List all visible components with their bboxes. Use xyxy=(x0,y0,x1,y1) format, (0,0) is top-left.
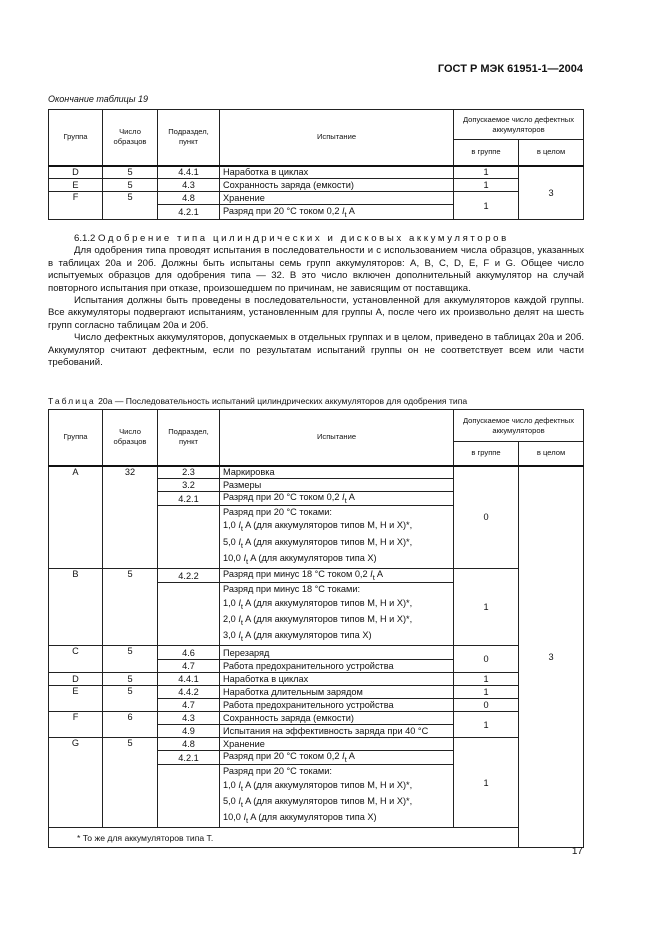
table-cell: 4.3 xyxy=(158,179,220,192)
table-cell: 4.4.2 xyxy=(158,686,220,699)
document-header: ГОСТ Р МЭК 61951-1—2004 xyxy=(437,63,583,75)
table-cell: 4.3 xyxy=(158,712,220,725)
table-cell: E xyxy=(49,179,103,192)
table-cell: 0 xyxy=(454,699,519,712)
table-cell: D xyxy=(49,166,103,179)
table-19-caption: Окончание таблицы 19 xyxy=(48,94,148,104)
col-header-subsection: Подраздел, пункт xyxy=(158,110,220,166)
table-cell-total: 3 xyxy=(519,466,584,848)
paragraph: Для одобрения типа проводят испытания в последовательности и с использованием числа образцов, указанных в таблицах 20а и 20б. Должны быть испытаны семь групп аккумуляторов: А, В, С, D, Е, F и G. Общее число испытуемых образцов для одобрения типа — 32. В это число включен дополнительный аккумулятор на случай повторного испытания при отказе, произошедшем по причинам, не зависящим от поставщика. xyxy=(48,245,584,294)
table-cell: 4.4.1 xyxy=(158,166,220,179)
table-cell-total: 3 xyxy=(519,166,584,220)
table-cell xyxy=(158,506,220,569)
col-header-allowed: Допускаемое число дефектных аккумуляторов xyxy=(454,410,584,442)
table-cell: 4.6 xyxy=(158,646,220,660)
table-cell: 2.3 xyxy=(158,466,220,479)
table-cell: 1 xyxy=(454,712,519,738)
table-cell: Разряд при минус 18 °C током 0,2 $I_t$ A xyxy=(220,569,454,583)
table-cell: 4.7 xyxy=(158,660,220,673)
table-cell: Сохранность заряда (емкости) xyxy=(220,179,454,192)
table-cell: 4.7 xyxy=(158,699,220,712)
table-cell: 0 xyxy=(454,466,519,569)
col-header-test: Испытание xyxy=(220,410,454,466)
table-cell: Работа предохранительного устройства xyxy=(220,660,454,673)
table-cell: 4.2.2 xyxy=(158,569,220,583)
table-cell: Размеры xyxy=(220,479,454,492)
table-cell xyxy=(158,583,220,646)
col-header-samples: Число образцов xyxy=(103,410,158,466)
table-cell: Разряд при 20 °C током 0,2 $I_t$ A xyxy=(220,492,454,506)
table-cell: Разряд при 20 °C током 0,2 $I_t$ A xyxy=(220,751,454,765)
table-cell: 1 xyxy=(454,673,519,686)
table-cell: 5 xyxy=(103,166,158,179)
table-cell: 4.2.1 xyxy=(158,205,220,220)
table-cell: D xyxy=(49,673,103,686)
table-cell: Наработка в циклах xyxy=(220,166,454,179)
table-cell: Испытания на эффективность заряда при 40 °C xyxy=(220,725,454,738)
table-cell: 4.2.1 xyxy=(158,492,220,506)
col-header-allowed: Допускаемое число дефектных аккумуляторов xyxy=(454,110,584,140)
table-cell: 3.2 xyxy=(158,479,220,492)
table-cell: A xyxy=(49,466,103,569)
col-header-group: Группа xyxy=(49,410,103,466)
col-header-total: в целом xyxy=(519,140,584,166)
col-header-total: в целом xyxy=(519,442,584,466)
table-cell: Наработка в циклах xyxy=(220,673,454,686)
table-cell xyxy=(220,205,454,220)
table-cell: Разряд при 20 °C токами: 1,0 $I_t$ A (для аккумуляторов типов М, Н и Х)*, 5,0 $I_t$ A (для аккумуляторов типов М, Н и Х)*, 10,0 $I_t$ A (для аккумуляторов типа Х) xyxy=(220,765,454,828)
col-header-subsection: Подраздел, пункт xyxy=(158,410,220,466)
table-cell xyxy=(158,765,220,828)
table-cell: 4.2.1 xyxy=(158,751,220,765)
table-cell: 4.9 xyxy=(158,725,220,738)
table-cell: 6 xyxy=(103,712,158,738)
table-cell: 4.8 xyxy=(158,192,220,205)
table-footnote: * То же для аккумуляторов типа Т. xyxy=(49,828,584,848)
table-cell: B xyxy=(49,569,103,646)
test-name: Разряд при 20 °C током 0,2 $I_t$ A xyxy=(223,205,355,219)
table-cell: 5 xyxy=(103,686,158,712)
table-cell: C xyxy=(49,646,103,673)
table-cell: 5 xyxy=(103,192,158,220)
table-cell: F xyxy=(49,712,103,738)
table-cell: G xyxy=(49,738,103,828)
table-cell: 4.4.1 xyxy=(158,673,220,686)
table-cell: 5 xyxy=(103,646,158,673)
table-cell: Маркировка xyxy=(220,466,454,479)
table-cell: 1 xyxy=(454,569,519,646)
table-cell: 32 xyxy=(103,466,158,569)
table-cell: 1 xyxy=(454,192,519,220)
table-cell: 4.8 xyxy=(158,738,220,751)
col-header-in-group: в группе xyxy=(454,140,519,166)
table-20a-caption: Таблица 20а — Последовательность испытаний цилиндрических аккумуляторов для одобрения типа xyxy=(48,396,468,406)
table-cell: Перезаряд xyxy=(220,646,454,660)
paragraph: Испытания должны быть проведены в последовательности, установленной для аккумуляторов каждой группы. Все аккумуляторы подвергают испытаниям, установленным для группы А, после чего их произвольно делят на шесть групп согласно таблицам 20а и 20б. xyxy=(48,295,584,331)
table-cell: 1 xyxy=(454,179,519,192)
table-cell: Хранение xyxy=(220,738,454,751)
col-header-in-group: в группе xyxy=(454,442,519,466)
table-cell: 5 xyxy=(103,569,158,646)
col-header-group: Группа xyxy=(49,110,103,166)
table-cell: 1 xyxy=(454,166,519,179)
table-cell: Хранение xyxy=(220,192,454,205)
col-header-test: Испытание xyxy=(220,110,454,166)
table-cell: Наработка длительным зарядом xyxy=(220,686,454,699)
section-heading: 6.1.2 Одобрение типа цилиндрических и дисковых аккумуляторов xyxy=(74,233,509,244)
table-cell: 5 xyxy=(103,673,158,686)
table-19 xyxy=(48,109,584,220)
table-cell: 5 xyxy=(103,738,158,828)
paragraph: Число дефектных аккумуляторов, допускаемых в отдельных группах и в целом, приведено в таблицах 20а и 20б. Аккумулятор считают дефектным, если по результатам испытаний группы он не соответствует всем или части требований. xyxy=(48,332,584,369)
table-cell: E xyxy=(49,686,103,712)
table-cell: 5 xyxy=(103,179,158,192)
section-6-1-2 xyxy=(48,233,584,369)
table-cell: Разряд при минус 18 °C токами: 1,0 $I_t$ A (для аккумуляторов типов М, Н и Х)*, 2,0 $I_t$ A (для аккумуляторов типов М, Н и Х)*, 3,0 $I_t$ A (для аккумуляторов типа Х) xyxy=(220,583,454,646)
table-cell: Сохранность заряда (емкости) xyxy=(220,712,454,725)
table-cell: F xyxy=(49,192,103,220)
table-cell: 1 xyxy=(454,738,519,828)
table-cell: 1 xyxy=(454,686,519,699)
table-cell: Разряд при 20 °C токами: 1,0 $I_t$ A (для аккумуляторов типов М, Н и Х)*, 5,0 $I_t$ A (для аккумуляторов типов М, Н и Х)*, 10,0 $I_t$ A (для аккумуляторов типа Х) xyxy=(220,506,454,569)
table-cell: 0 xyxy=(454,646,519,673)
page-number: 17 xyxy=(571,846,583,857)
table-20a xyxy=(48,409,584,848)
col-header-samples: Число образцов xyxy=(103,110,158,166)
table-cell: Работа предохранительного устройства xyxy=(220,699,454,712)
